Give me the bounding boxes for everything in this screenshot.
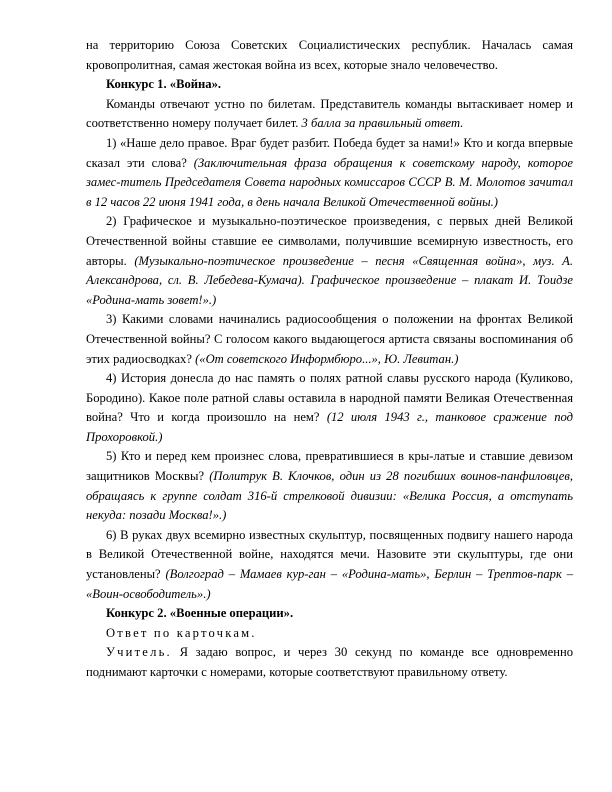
question-6 bbox=[86, 526, 573, 604]
contest2-title: Конкурс 2. «Военные операции». bbox=[106, 606, 294, 621]
question-answer: (Политрук В. Клочков, один из 28 погибших воинов-панфиловцев, обращаясь к группе солдат 316-й стрелковой дивизии: «Велика Россия, а отступать некуда: позади Москва!».) bbox=[86, 469, 573, 523]
question-answer: («От советского Информбюро...», Ю. Левитан.) bbox=[195, 351, 459, 366]
question-text: 5) Кто и перед кем произнес слова, превратившиеся в кры-латые и ставшие девизом защитников Москвы? bbox=[86, 449, 573, 484]
question-text: 3) Какими словами начинались радиосообщения о положении на фронтах Великой Отечественной войны? С голосом какого выдающегося артиста связаны воспоминания об этих радиосводках? bbox=[86, 312, 573, 366]
contest1-title: Конкурс 1. «Война». bbox=[106, 77, 222, 92]
contest1-rules-text: Команды отвечают устно по билетам. Представитель команды вытаскивает номер и соответственно номеру получает билет. bbox=[86, 96, 573, 131]
teacher-paragraph bbox=[86, 643, 573, 682]
question-answer: (Заключительная фраза обращения к советскому народу, которое замес-титель Председателя Совета народных комиссаров СССР В. М. Молотов зачитал в 12 часов 22 июня 1941 года, в день начала Великой Отечественной войны.) bbox=[86, 155, 573, 209]
question-answer: (Волгоград – Мамаев кур-ган – «Родина-мать», Берлин – Трептов-парк – «Воин-освободитель».) bbox=[86, 567, 573, 601]
teacher-label: Учитель. bbox=[106, 645, 172, 660]
contest2-subtitle: Ответ по карточкам. bbox=[106, 625, 257, 640]
question-3 bbox=[86, 310, 573, 369]
question-4 bbox=[86, 369, 573, 447]
intro-paragraph: на территорию Союза Советских Социалистических республик. Началась самая кровопролитная, самая жестокая война из всех, которые знало человечество. bbox=[86, 38, 573, 72]
document-page bbox=[86, 36, 573, 683]
question-answer: (Музыкально-поэтическое произведение – песня «Священная война», муз. А. Александрова, сл. В. Лебедева-Кумача). Графическое произведение – плакат И. Тоидзе «Родина-мать зовет!».) bbox=[86, 253, 573, 307]
question-text: 4) История донесла до нас память о полях ратной славы русского народа (Куликово, Бородино). Какое поле ратной славы оставила в народной памяти Великая Отечественная война? Что и когда произошло на нем? bbox=[86, 371, 573, 425]
question-text: 6) В руках двух всемирно известных скульптур, посвященных подвигу нашего народа в Великой Отечественной войне, находятся мечи. Назовите эти скульптуры, где они установлены? bbox=[86, 527, 573, 582]
contest1-rules bbox=[86, 95, 573, 134]
question-5 bbox=[86, 447, 573, 525]
question-answer: (12 июля 1943 г., танковое сражение под Прохоровкой.) bbox=[86, 410, 573, 444]
question-text: 1) «Наше дело правое. Враг будет разбит. Победа будет за нами!» Кто и когда впервые сказал эти слова? bbox=[86, 135, 573, 170]
teacher-text: Я задаю вопрос, и через 30 секунд по команде все одновременно поднимают карточки с номерами, которые соответствуют правильному ответу. bbox=[86, 645, 573, 679]
question-2 bbox=[86, 212, 573, 310]
contest1-rules-score: 3 балла за правильный ответ. bbox=[301, 116, 464, 131]
question-1 bbox=[86, 134, 573, 212]
question-text: 2) Графическое и музыкально-поэтическое произведения, с первых дней Великой Отечественной войны ставшие ее символами, получившие всемирную известность, его авторы. bbox=[86, 214, 573, 268]
